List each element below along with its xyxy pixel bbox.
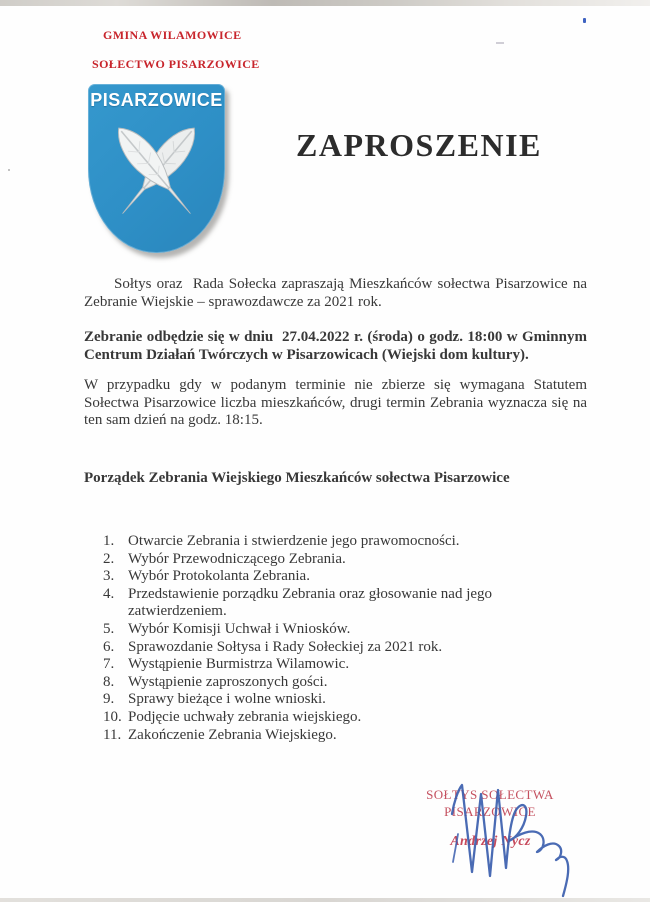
agenda-list-item xyxy=(103,568,563,586)
agenda-item-text: Wystąpienie Burmistrza Wilamowic. xyxy=(128,656,350,673)
agenda-item-number: 11. xyxy=(103,726,122,743)
agenda-item-text: Zakończenie Zebrania Wiejskiego. xyxy=(128,726,337,743)
agenda-item-text: Przedstawienie porządku Zebrania oraz głosowanie nad jego zatwierdzeniem. xyxy=(128,585,493,620)
agenda-item-text: Sprawozdanie Sołtysa i Rady Sołeckiej za 2021 rok. xyxy=(128,638,443,655)
agenda-list-item xyxy=(103,621,563,639)
crest-banner-label: PISARZOWICE xyxy=(90,90,223,110)
paragraph-intro: Sołtys oraz Rada Sołecka zapraszają Mieszkańców sołectwa Pisarzowice na Zebranie Wiejskie – sprawozdawcze za 2021 rok. xyxy=(84,276,587,310)
ink-speck xyxy=(583,18,586,23)
agenda-item-text: Wybór Komisji Uchwał i Wniosków. xyxy=(128,620,351,637)
page-title: ZAPROSZENIE xyxy=(296,127,542,163)
agenda-item-number: 8. xyxy=(103,673,115,690)
agenda-item-number: 9. xyxy=(103,691,115,708)
agenda-item-number: 1. xyxy=(103,533,115,549)
pisarzowice-crest xyxy=(88,84,225,253)
scan-speck xyxy=(8,169,10,171)
paragraph-meeting-details: Zebranie odbędzie się w dniu 27.04.2022 r. (środa) o godz. 18:00 w Gminnym Centrum Działań Twórczych w Pisarzowicach (Wiejski dom kultury). xyxy=(84,329,587,363)
agenda-item-number: 10. xyxy=(103,708,122,725)
letterhead-line-gmina: GMINA WILAMOWICE xyxy=(103,28,242,42)
stamp-line-2: PISARZOWICE xyxy=(444,804,536,819)
agenda-list-item xyxy=(103,727,563,745)
agenda-item-text: Wybór Protokolanta Zebrania. xyxy=(128,568,310,585)
agenda-item-number: 4. xyxy=(103,585,115,602)
agenda-item-number: 2. xyxy=(103,550,115,567)
agenda-list-item xyxy=(103,639,563,657)
scan-speck xyxy=(496,42,504,44)
agenda-list-item xyxy=(103,533,563,551)
scan-edge-top xyxy=(0,0,650,6)
stamp-line-1: SOŁTYS SOŁECTWA xyxy=(426,787,554,802)
agenda-list-item xyxy=(103,709,563,727)
agenda-heading: Porządek Zebrania Wiejskiego Mieszkańców sołectwa Pisarzowice xyxy=(84,470,510,486)
agenda-item-number: 6. xyxy=(103,638,115,655)
agenda-list-item xyxy=(103,551,563,569)
agenda-list xyxy=(103,533,563,744)
agenda-item-number: 3. xyxy=(103,568,115,585)
paragraph-second-term: W przypadku gdy w podanym terminie nie zbierze się wymagana Statutem Sołectwa Pisarzowice liczba mieszkańców, drugi termin Zebrania wyznacza się na ten sam dzień na godz. 18:15. xyxy=(84,377,587,429)
agenda-item-number: 7. xyxy=(103,656,115,673)
crossed-quills-icon xyxy=(88,110,225,250)
agenda-item-text: Sprawy bieżące i wolne wnioski. xyxy=(128,691,326,708)
agenda-item-text: Wybór Przewodniczącego Zebrania. xyxy=(128,550,346,567)
agenda-item-number: 5. xyxy=(103,620,115,637)
agenda-item-text: Wystąpienie zaproszonych gości. xyxy=(128,673,328,690)
agenda-list-item xyxy=(103,691,563,709)
agenda-item-text: Podjęcie uchwały zebrania wiejskiego. xyxy=(128,708,362,725)
handwritten-signature-icon xyxy=(444,774,584,900)
agenda-list-item xyxy=(103,586,563,621)
agenda-item-text: Otwarcie Zebrania i stwierdzenie jego prawomocności. xyxy=(128,533,460,549)
agenda-list-item xyxy=(103,656,563,674)
stamp-signatory-name: Andrzej Nycz xyxy=(450,834,531,849)
agenda-list-item xyxy=(103,674,563,692)
letterhead-line-solectwo: SOŁECTWO PISARZOWICE xyxy=(92,57,260,71)
